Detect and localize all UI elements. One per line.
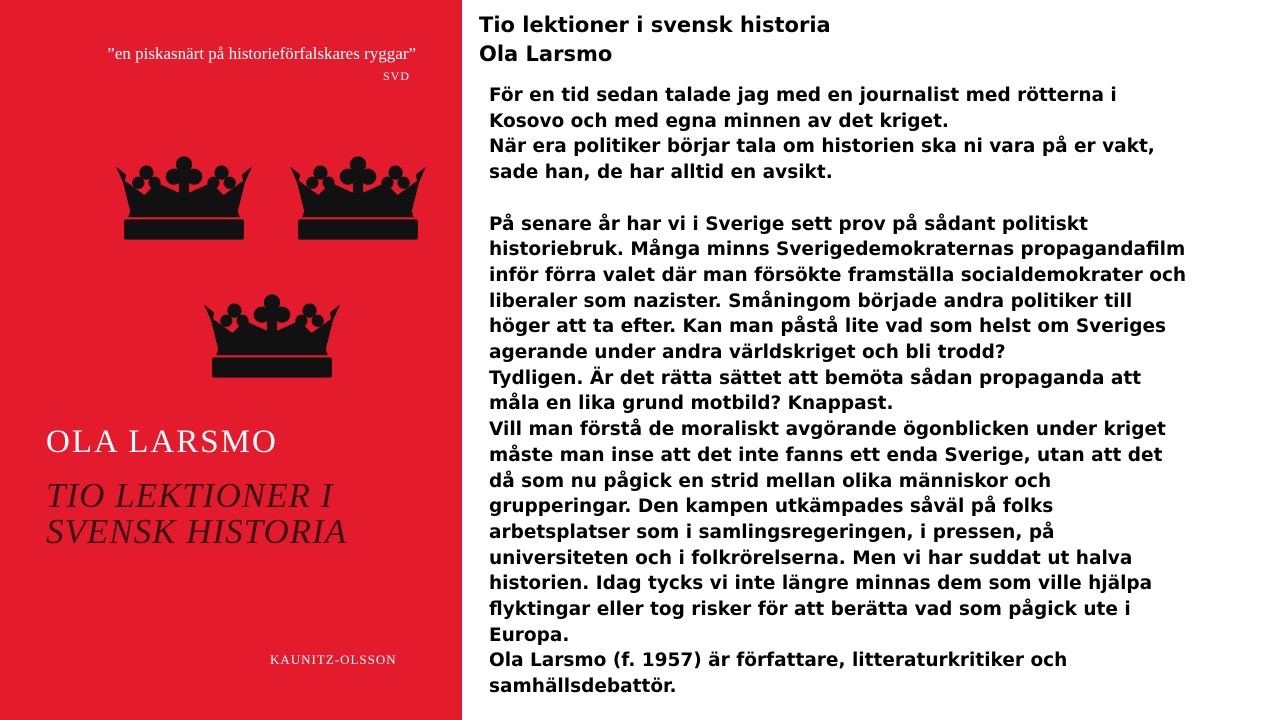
body-line: liberaler som nazister. Småningom började andra politiker till (489, 290, 1133, 312)
body-line: höger att ta efter. Kan man påstå lite vad som helst om Sveriges (489, 316, 1167, 338)
cover-title-line: TIO LEKTIONER I (46, 476, 334, 515)
body-line: flyktingar eller tog risker för att berätta vad som pågick ute i (489, 599, 1131, 621)
book-cover (0, 0, 462, 720)
crown-icon (290, 152, 426, 244)
body-line: sade han, de har alltid en avsikt. (489, 162, 833, 184)
cover-title-line: SVENSK HISTORIA (46, 512, 348, 551)
article-body (489, 83, 1274, 700)
body-line: På senare år har vi i Sverige sett prov på sådant politiskt (489, 213, 1088, 235)
body-line: När era politiker börjar tala om historien ska ni vara på er vakt, (489, 136, 1155, 158)
cover-author: OLA LARSMO (46, 424, 278, 460)
cover-quote-source: SVD (382, 69, 410, 83)
body-line: För en tid sedan talade jag med en journalist med rötterna i (489, 85, 1117, 106)
cover-quote: ”en piskasnärt på historieförfalskares ryggar” (107, 44, 416, 63)
crown-icon (204, 290, 340, 382)
crown-icon (116, 152, 252, 244)
body-line: historien. Idag tycks vi inte längre minnas dem som ville hjälpa (489, 573, 1153, 595)
body-line: arbetsplatser som i samlingsregeringen, i pressen, på (489, 521, 1055, 543)
body-line: samhällsdebattör. (489, 676, 677, 698)
cover-title (46, 478, 347, 550)
body-line: agerande under andra världskriget och bli trodd? (489, 342, 1006, 364)
body-line: då som nu pågick en strid mellan olika människor och (489, 470, 1052, 492)
body-line: måste man inse att det inte fanns ett enda Sverige, utan att det (489, 444, 1163, 466)
page-author: Ola Larsmo (479, 42, 613, 66)
body-line: Vill man förstå de moraliskt avgörande ögonblicken under kriget (489, 419, 1166, 441)
body-line: Tydligen. Är det rätta sättet att bemöta sådan propaganda att (489, 367, 1142, 389)
cover-publisher: KAUNITZ-OLSSON (270, 652, 397, 667)
body-line (489, 186, 1274, 212)
body-line: måla en lika grund motbild? Knappast. (489, 393, 894, 415)
body-line: Ola Larsmo (f. 1957) är författare, litteraturkritiker och (489, 650, 1068, 672)
body-line: Kosovo och med egna minnen av det kriget. (489, 110, 949, 132)
body-line: inför förra valet där man försökte framställa socialdemokrater och (489, 264, 1187, 286)
body-line: universiteten och i folkrörelserna. Men vi har suddat ut halva (489, 547, 1133, 569)
body-line: historiebruk. Många minns Sverigedemokraternas propagandafilm (489, 239, 1186, 261)
page-title: Tio lektioner i svensk historia (479, 13, 831, 37)
body-line: grupperingar. Den kampen utkämpades såväl på folks (489, 496, 1054, 518)
body-line: Europa. (489, 624, 570, 646)
